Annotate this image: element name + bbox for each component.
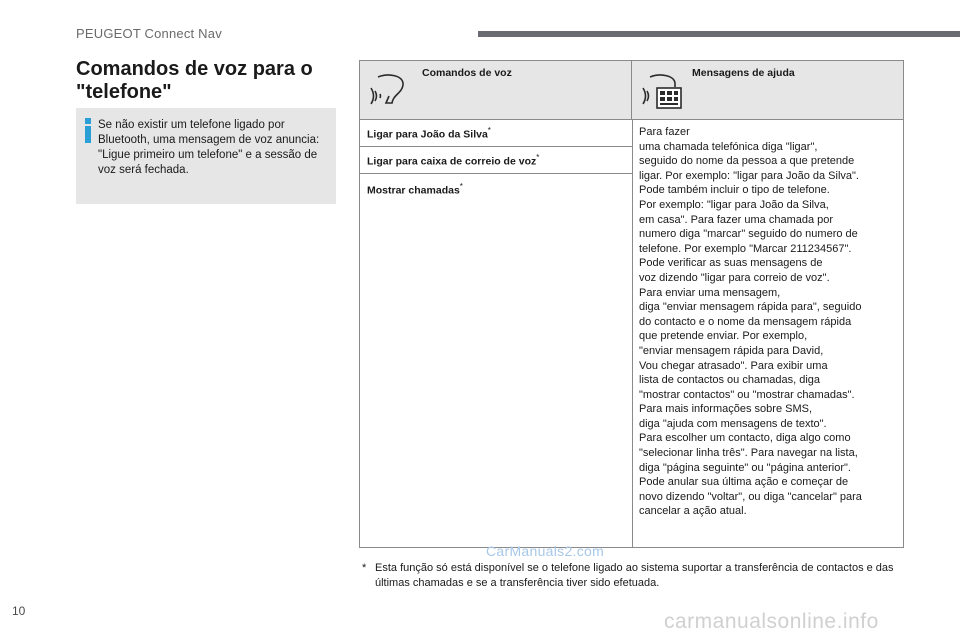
footnote-mark: * [459, 182, 463, 191]
info-box [76, 108, 336, 204]
command-label: Mostrar chamadas [367, 184, 460, 197]
column-divider [632, 120, 633, 547]
help-message-text: Para fazer uma chamada telefónica diga "ligar", seguido do nome da pessoa a que pretende ligar. Por exemplo: "ligar para João da Silva". Pode também incluir o tipo de telefone. Por exemplo: "ligar para João da Silva, em casa". Para fazer uma chamada por numero diga "marcar" seguido do numero de telefone. Por exemplo "Marcar 211234567". Pode verificar as suas mensagens de voz dizendo "ligar para correio de voz". Para enviar uma mensagem, diga "enviar mensagem rápida para", seguido do contacto e o nome da mensagem rápida que pretende enviar. Por exemplo, "enviar mensagem rápida para David, Vou chegar atrasado". Para exibir uma lista de contactos ou chamadas, diga "mostrar contactos" ou "mostrar chamadas". Para mais informações sobre SMS, diga "ajuda com mensagens de texto". Para escolher um contacto, diga algo como "selecionar linha três". Para navegar na lista, diga "página seguinte" ou "página anterior". Pode anular sua última ação e começar de novo dizendo "voltar", ou diga "cancelar" para cancelar a ação atual. [639, 126, 862, 518]
section-title: Comandos de voz para o "telefone" [76, 58, 313, 103]
header-cell-help [632, 61, 903, 120]
column-header-help: Mensagens de ajuda [692, 67, 795, 79]
voice-command-icon [368, 69, 408, 111]
command-label: Ligar para caixa de correio de voz [367, 155, 537, 168]
page-number: 10 [12, 604, 26, 618]
command-row [360, 147, 632, 174]
voice-help-icon [640, 69, 684, 113]
command-row [360, 174, 632, 204]
command-row [360, 120, 632, 147]
footnote-mark: * [487, 126, 491, 135]
column-header-commands: Comandos de voz [422, 67, 512, 79]
header-bar [478, 31, 960, 37]
footnote-mark: * [362, 562, 367, 574]
footnote-mark: * [536, 153, 540, 162]
footnote-text: Esta função só está disponível se o telefone ligado ao sistema suportar a transferência de contactos e das últimas chamadas e se a transferência tiver sido efetuada. [375, 562, 894, 589]
watermark-carmanualsonline: carmanualsonline.info [664, 610, 879, 633]
header-title: PEUGEOT Connect Nav [76, 26, 222, 41]
info-icon [84, 118, 92, 143]
watermark-carmanuals2: CarManuals2.com [486, 543, 605, 559]
voice-commands-table [359, 60, 904, 548]
command-label: Ligar para João da Silva [367, 128, 488, 141]
footnote [362, 561, 922, 590]
info-text: Se não existir um telefone ligado por Bluetooth, uma mensagem de voz anuncia: "Ligue primeiro um telefone" e a sessão de voz será fechada. [98, 119, 320, 176]
header-cell-commands [360, 61, 632, 120]
